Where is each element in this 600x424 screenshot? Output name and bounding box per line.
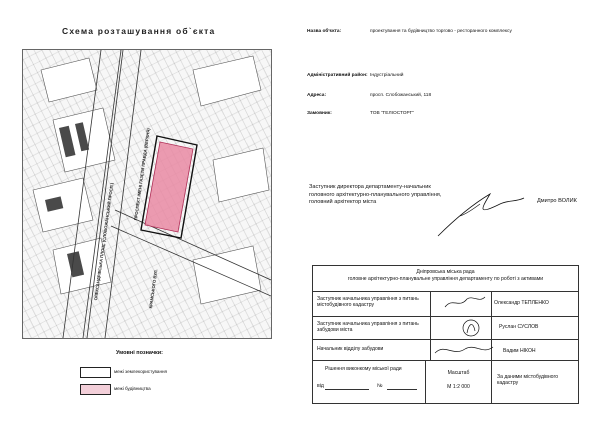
approval-stamp <box>312 265 579 404</box>
page-title: Схема розташування об`єкта <box>62 26 216 36</box>
stamp-dept: головне архітектурно-планувальне управління департаменту по роботі з активами <box>347 276 544 282</box>
district-label: Адміністративний район: <box>307 73 368 78</box>
signature-mark <box>443 293 487 313</box>
approver-name: Вадим НІКОН <box>503 348 536 354</box>
decision-number-label: № <box>377 383 383 389</box>
approver-name: Руслан СУСЛОВ <box>499 324 539 330</box>
road-label: ПРОСПЕКТ ІМЕНІ ГАЗЕТИ ПРАВДА (ВЕРХНЯ) <box>133 127 151 221</box>
legend-swatch-construction <box>80 384 111 395</box>
legend-title: Умовні позначки: <box>116 350 164 356</box>
stamp-org: Дніпровська міська рада <box>416 269 475 275</box>
site-map <box>22 49 272 339</box>
map-drawing <box>23 50 271 338</box>
construction-area <box>145 142 193 232</box>
decision-date-line <box>325 389 369 390</box>
cadastre-note: За даними містобудівного кадастру <box>497 374 559 387</box>
object-name-value: проектування та будівництво торгово - ресторанного комплексу <box>370 29 512 34</box>
district-value: Індустріальний <box>370 73 404 78</box>
approver-role: Заступник начальника управління з питань забудови міста <box>317 321 419 334</box>
address-value: просп. Слобожанський, 118 <box>370 93 432 98</box>
signature-mark <box>430 186 530 242</box>
approver-role: Заступник начальника управління з питань містобудівного кадастру <box>317 296 419 309</box>
signature-mark <box>433 341 495 359</box>
approver-name: Олександр ТЕПЛЕНКО <box>494 300 549 306</box>
customer-value: ТОВ "ГЕЛІОСТОРГ" <box>370 111 414 116</box>
signatory-name: Дмитро ВОЛИК <box>537 198 577 204</box>
signature-mark <box>459 317 483 339</box>
legend-label: межі землекористування <box>114 369 168 374</box>
road-label: ОЛЕКСАНДРІВСЬКА ПЛОЩ. (СЛОБОЖАНСЬКИЙ ПРОСП.) <box>93 182 115 301</box>
scale-label: Масштаб <box>447 370 470 376</box>
legend-label: межі будівництва <box>114 386 151 391</box>
road-label: КРАМСЬКОГО ВУЛ. <box>148 268 159 309</box>
scale-value: М 1:2 000 <box>447 384 470 390</box>
decision-number-line <box>387 389 417 390</box>
object-name-label: Назва об'єкта: <box>307 29 342 34</box>
decision-label: Рішення виконкому міської ради <box>325 366 402 372</box>
customer-label: Замовник: <box>307 111 332 116</box>
signatory-position: Заступник директора департаменту-начальник головного архітектурно-планувального управління, головний архітектор міста <box>309 184 442 205</box>
legend-swatch-land-use <box>80 367 111 378</box>
address-label: Адреса: <box>307 93 327 98</box>
approver-role: Начальник відділу забудови <box>317 346 384 352</box>
decision-date-label: від <box>317 383 324 389</box>
